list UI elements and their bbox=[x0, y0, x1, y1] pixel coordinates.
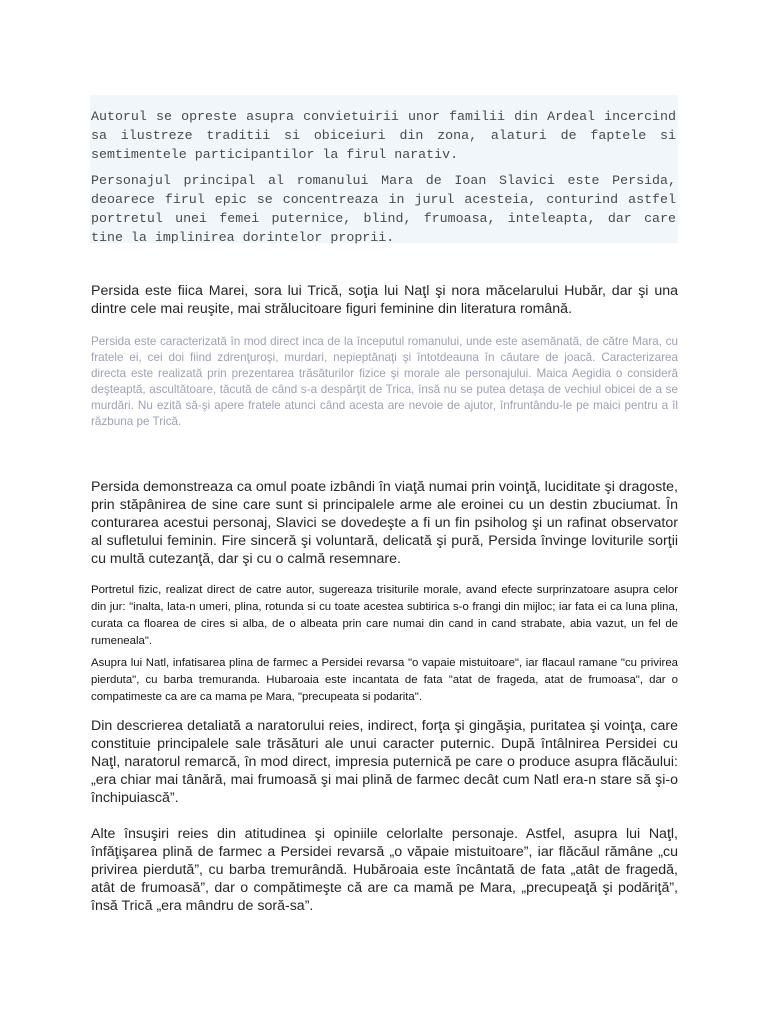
paragraph-persida-demonstrates: Persida demonstreaza ca omul poate izbândi în viaţă numai prin voinţă, luciditate şi dragoste, prin stăpânirea de sine care sunt si principalele arme ale eroinei cu un destin zbuciumat. În conturarea acestui personaj, Slavici se dovedeşte a fi un fin psiholog şi un rafinat observator al sufletului feminin. Fire sinceră şi voluntară, delicată şi pură, Persida învinge loviturile sorţii cu multă cutezanţă, dar şi cu o calmă resemnare. bbox=[91, 479, 678, 567]
paragraph-direct-characterization: Persida este caracterizată în mod direct inca de la începutul romanului, unde este asemănată, de către Mara, cu fratele ei, cei doi fiind zdrenţuroşi, murdari, nepieptănaţi şi întotdeauna în căutare de joacă. Caracterizarea directa este realizată prin prezentarea trăsăturilor fizice şi morale ale personajului. Maica Aegidia o consideră deşteaptă, ascultătoare, tăcută de când s-a despărţit de Trica, însă nu se putea detaşa de vechiul obicei de a se murdări. Nu ezită să-şi apere fratele atunci când acesta are nevoie de ajutor, înfruntându-le pe maici pentru a îl răzbuna pe Trică. bbox=[91, 335, 678, 428]
paragraph-other-traits: Alte însuşiri reies din atitudinea şi opiniile celorlalte personaje. Astfel, asupra lui Naţl, înfăţişarea plină de farmec a Persidei revarsă „o văpaie mistuitoare”, iar flăcăul rămâne „cu privirea pierdută”, cu barba tremurândă. Hubăroaia este încântată de fata „atât de fragedă, atât de frumoasă”, dar o compătimeşte că are ca mamă pe Mara, „precupeaţă şi podăriţă”, însă Trică „era mândru de soră-sa”. bbox=[91, 826, 678, 914]
paragraph-natl-impression: Asupra lui Natl, infatisarea plina de farmec a Persidei revarsa "o vapaie mistuitoare", iar flacaul ramane "cu privirea pierduta", cu barba tremuranda. Hubaroaia este incantata de fata "atat de frageda, atat de frumoasa", dar o compatimeste ca are ca mama pe Mara, "precupeata si podarita". bbox=[91, 657, 678, 703]
mono-paragraph-intro: Autorul se opreste asupra convietuirii unor familii din Ardeal incercind sa ilustreze traditii si obiceiuri din zona, alaturi de faptele si semtimentele participantilor la firul narativ. bbox=[91, 109, 676, 162]
mono-paragraph-persida: Personajul principal al romanului Mara de Ioan Slavici este Persida, deoarece firul epic se concentreaza in jurul acesteia, conturind astfel portretul unei femei puternice, blind, frumoasa, inteleapta, dar care tine la implinirea dorintelor proprii. bbox=[91, 173, 676, 245]
highlighted-code-block bbox=[90, 95, 678, 243]
paragraph-narrator-description: Din descrierea detaliată a naratorului reies, indirect, forţa şi gingăşia, puritatea şi voinţa, care constituie principalele sale trăsături ale unui caracter puternic. După întâlnirea Persidei cu Naţl, naratorul remarcă, în mod direct, impresia puternică pe care o produce asupra flăcăului: „era chiar mai tânără, mai frumoasă şi mai plină de farmec decât cum Natl era-n stare să şi-o închipuiască”. bbox=[91, 718, 678, 806]
paragraph-physical-portrait: Portretul fizic, realizat direct de catre autor, sugereaza trisiturile morale, avand efecte surprinzatoare asupra celor din jur: "inalta, lata-n umeri, plina, rotunda si cu toate acestea subtirica s-o frangi din mijloc; iar fata ei ca luna plina, curata ca floarea de cires si alba, de o albeata prin care numai din cand in cand strabate, abia vazut, un fel de rumeneala". bbox=[91, 584, 678, 647]
paragraph-persida-family: Persida este fiica Marei, sora lui Trică, soţia lui Naţl şi nora măcelarului Hubăr, dar şi una dintre cele mai reuşite, mai strălucitoare figuri feminine din literatura română. bbox=[91, 283, 678, 317]
